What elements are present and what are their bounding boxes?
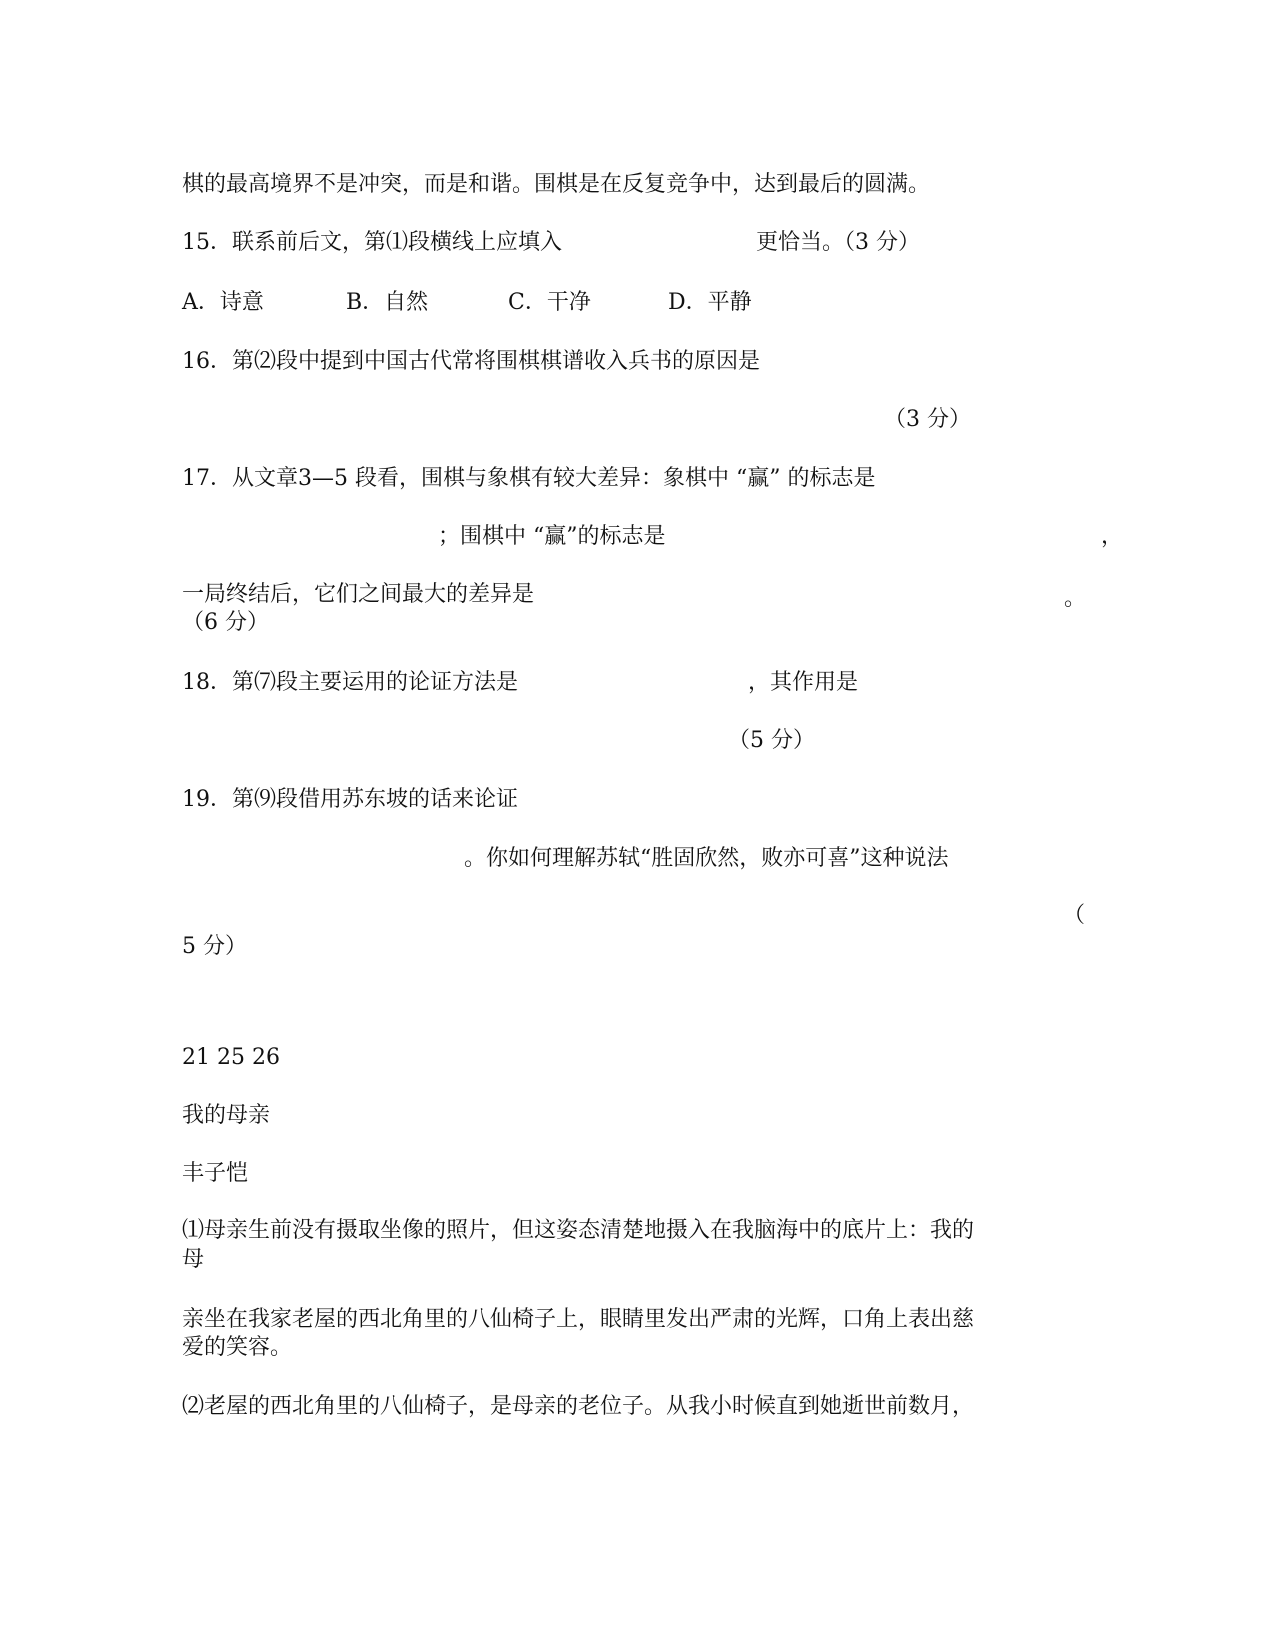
- question-16-stem: 16．第⑵段中提到中国古代常将围棋棋谱收入兵书的原因是: [182, 349, 760, 374]
- paragraph-1-line-3: 亲坐在我家老屋的西北角里的八仙椅子上，眼睛里发出严肃的光辉，口角上表出慈: [182, 1307, 975, 1332]
- section-numbers: 21 25 26: [182, 1045, 280, 1070]
- question-16-score: （3 分）: [884, 407, 971, 432]
- question-17-stem: 17．从文章3—5 段看，围棋与象棋有较大差异：象棋中 “赢” 的标志是: [182, 466, 876, 491]
- paragraph-1-line-4: 爱的笑容。: [182, 1335, 293, 1360]
- article-title: 我的母亲: [182, 1103, 271, 1128]
- option-a: A．诗意: [182, 290, 264, 315]
- question-19-stem: 19．第⑼段借用苏东坡的话来论证: [182, 787, 518, 812]
- question-19-part2: 。你如何理解苏轼“胜固欣然，败亦可喜”这种说法: [464, 846, 949, 871]
- option-c: C．干净: [508, 290, 591, 315]
- paragraph-1-line-1: ⑴母亲生前没有摄取坐像的照片，但这姿态清楚地摄入在我脑海中的底片上：我的: [182, 1218, 975, 1243]
- paragraph-2-line-1: ⑵老屋的西北角里的八仙椅子，是母亲的老位子。从我小时候直到她逝世前数月，: [182, 1394, 975, 1419]
- question-15-stem: 15．联系前后文，第⑴段横线上应填入: [182, 230, 562, 255]
- option-b: B．自然: [346, 290, 429, 315]
- question-19-score: 5 分）: [182, 934, 247, 959]
- question-18-stem: 18．第⑺段主要运用的论证方法是: [182, 670, 518, 695]
- question-17-part3: 一局终结后，它们之间最大的差异是: [182, 582, 535, 607]
- question-15-score: 更恰当。（3 分）: [756, 230, 920, 255]
- paragraph-1-line-2: 母: [182, 1247, 205, 1272]
- question-18-part2: ，其作用是: [748, 670, 859, 695]
- option-d: D．平静: [668, 290, 752, 315]
- question-17-period: 。: [1064, 586, 1087, 611]
- passage-closing-line: 棋的最高境界不是冲突，而是和谐。围棋是在反复竞争中，达到最后的圆满。: [182, 172, 931, 197]
- question-17-comma: ，: [1101, 524, 1124, 549]
- question-17-part2: ；围棋中 “赢”的标志是: [438, 524, 666, 549]
- article-author: 丰子恺: [182, 1161, 249, 1186]
- question-18-score: （5 分）: [728, 728, 815, 753]
- question-17-score: （6 分）: [182, 610, 269, 635]
- question-19-open-paren: （: [1063, 903, 1086, 928]
